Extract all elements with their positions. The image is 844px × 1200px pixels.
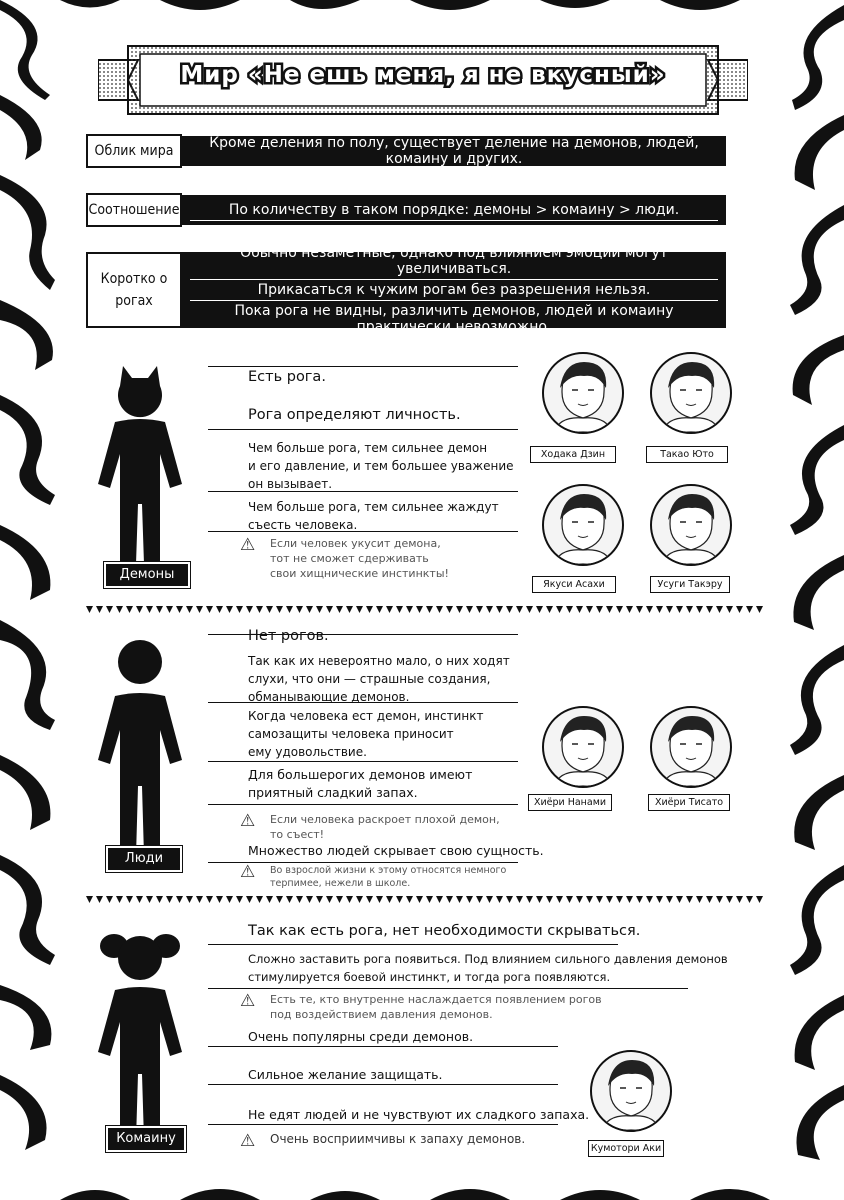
warning-triangle-icon: ⚠ (240, 991, 256, 1011)
section-divider (86, 606, 766, 614)
character-name: Кумотори Аки (588, 1140, 664, 1157)
fact-underline (208, 761, 518, 762)
komainu-fact-1: Так как есть рога, нет необходимости скрываться. (248, 923, 641, 939)
human-fact-3: Когда человека ест демон, инстинкт самозащиты человека приносит ему удовольствие. (248, 709, 484, 759)
warning-triangle-icon: ⚠ (240, 535, 256, 555)
komainu-fact-5: Не едят людей и не чувствуют их сладкого запаха. (248, 1107, 590, 1122)
character-portrait (650, 706, 732, 788)
fact-underline (208, 988, 688, 989)
character-name: Якуси Асахи (532, 576, 616, 593)
info-label-world: Облик мира (86, 134, 182, 168)
page-title: Мир «Не ешь меня, я не вкусный» (180, 62, 666, 88)
demon-fact-2: Рога определяют личность. (248, 407, 461, 423)
komainu-fact-4: Сильное желание защищать. (248, 1067, 443, 1082)
human-fact-4: Для большерогих демонов имеют приятный сладкий запах. (248, 767, 473, 800)
fact-underline (208, 1046, 558, 1047)
info-world-line: Кроме деления по полу, существует деление на демонов, людей, комаину и других. (190, 133, 718, 170)
character-portrait (650, 484, 732, 566)
warning-triangle-icon: ⚠ (240, 811, 256, 831)
character-name: Хиёри Тисато (648, 794, 730, 811)
demon-silhouette (90, 354, 190, 564)
character-name: Усуги Такэру (650, 576, 730, 593)
demon-fact-3: Чем больше рога, тем сильнее демон и его давление, и тем большее уважение он вызывает. (248, 441, 514, 491)
komainu-warning-2: ⚠ Очень восприимчивы к запаху демонов. (240, 1131, 526, 1151)
komainu-fact-2: Сложно заставить рога появиться. Под влиянием сильного давления демонов стимулируется боевой инстинкт, и тогда рога появляются. (248, 952, 728, 984)
character-portrait (542, 484, 624, 566)
komainu-silhouette (90, 924, 190, 1140)
human-warning-1: ⚠ Если человека раскроет плохой демон, то съест! (240, 811, 500, 841)
info-text-ratio (182, 195, 726, 225)
character-portrait (542, 352, 624, 434)
fact-underline (208, 804, 518, 805)
character-portrait (650, 352, 732, 434)
info-horns-line-2: Прикасаться к чужим рогам без разрешения нельзя. (190, 280, 718, 301)
info-label-horns: Коротко о рогах (86, 252, 182, 328)
info-ratio-line: По количеству в таком порядке: демоны > комаину > люди. (190, 200, 718, 221)
fact-underline (208, 429, 518, 430)
demon-warning: ⚠ Если человек укусит демона, тот не сможет сдерживать свои хищнические инстинкты! (240, 535, 449, 580)
human-silhouette (90, 638, 190, 856)
title-banner (98, 38, 748, 122)
character-name: Хиёри Нанами (528, 794, 612, 811)
human-fact-1: Нет рогов. (248, 628, 329, 644)
content-panel (56, 26, 789, 1169)
fact-underline (208, 944, 618, 945)
komainu-warning-1: ⚠ Есть те, кто внутренне наслаждается появлением рогов под воздействием давления демонов. (240, 991, 602, 1021)
section-divider (86, 896, 766, 904)
fact-underline (208, 1084, 558, 1085)
human-fact-5: Множество людей скрывает свою сущность. (248, 843, 544, 858)
human-warning-2: ⚠ Во взрослой жизни к этому относятся немного терпимее, нежели в школе. (240, 862, 507, 889)
fact-underline (208, 366, 518, 367)
info-horns-line-1: Обычно незаметные, однако под влиянием эмоций могут увеличиваться. (190, 243, 718, 280)
info-label-ratio: Соотношение (86, 193, 182, 227)
demon-fact-1: Есть рога. (248, 369, 326, 385)
character-portrait (590, 1050, 672, 1132)
warning-triangle-icon: ⚠ (240, 862, 256, 882)
info-horns-line-3: Пока рога не видны, различить демонов, людей и комаину практически невозможно. (190, 301, 718, 338)
character-name: Ходака Дзин (530, 446, 616, 463)
info-text-horns (182, 244, 726, 335)
category-tag-humans: Люди (106, 846, 182, 872)
demon-fact-4: Чем больше рога, тем сильнее жаждут съесть человека. (248, 500, 499, 532)
category-tag-demons: Демоны (104, 562, 190, 588)
category-tag-komainu: Комаину (106, 1126, 186, 1152)
character-portrait (542, 706, 624, 788)
character-name: Такао Юто (646, 446, 728, 463)
human-fact-2: Так как их невероятно мало, о них ходят слухи, что они — страшные создания, обманывающие демонов. (248, 654, 510, 704)
warning-triangle-icon: ⚠ (240, 1131, 256, 1151)
fact-underline (208, 1124, 558, 1125)
info-text-world (182, 136, 726, 166)
komainu-fact-3: Очень популярны среди демонов. (248, 1029, 474, 1044)
